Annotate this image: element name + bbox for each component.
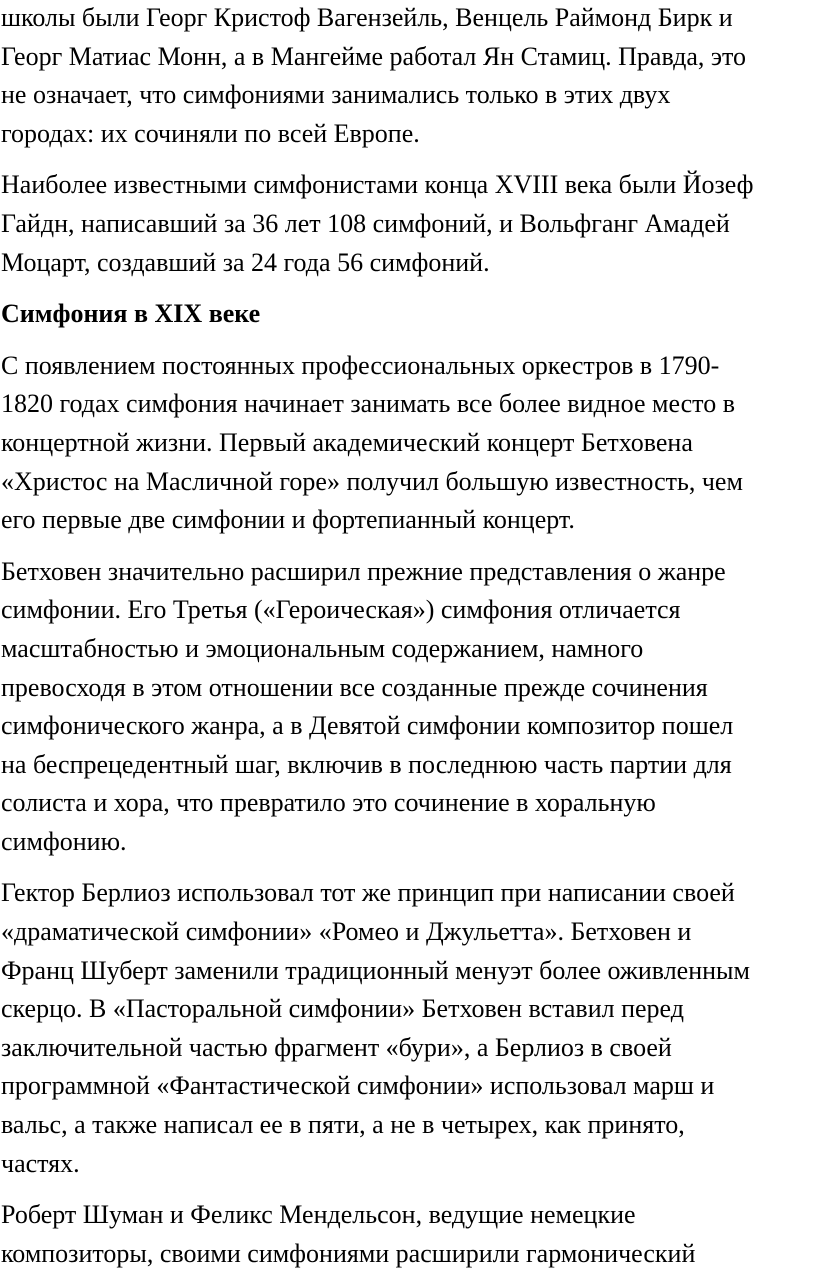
- text-line: симфонию.: [1, 826, 127, 856]
- text-line: солиста и хора, что превратило это сочинение в хоральную: [1, 788, 656, 818]
- text-line: Георг Матиас Монн, а в Мангейме работал Ян Стамиц. Правда, это: [1, 41, 747, 71]
- paragraph-spacer: [1, 540, 806, 553]
- text-line: 1820 годах симфония начинает занимать все более видное место в: [1, 389, 735, 419]
- text-line: вальс, а также написал ее в пяти, а не в четырех, как принято,: [1, 1110, 685, 1140]
- paragraph: [1, 347, 806, 540]
- paragraph: [1, 1196, 806, 1269]
- text-line: симфонического жанра, а в Девятой симфонии композитор пошел: [1, 711, 734, 741]
- text-line: Франц Шуберт заменили традиционный менуэт более оживленным: [1, 955, 750, 985]
- section-heading: Симфония в XIX веке: [1, 299, 261, 329]
- text-line: Гайдн, написавший за 36 лет 108 симфоний, и Вольфганг Амадей: [1, 208, 730, 238]
- paragraph: [1, 166, 806, 282]
- paragraph-spacer: [1, 1183, 806, 1196]
- text-line: превосходя в этом отношении все созданные прежде сочинения: [1, 672, 708, 702]
- text-line: Бетховен значительно расширил прежние представления о жанре: [1, 556, 726, 586]
- text-line: Роберт Шуман и Феликс Мендельсон, ведущие немецкие: [1, 1200, 636, 1230]
- text-line: школы были Георг Кристоф Вагензейль, Венцель Раймонд Бирк и: [1, 3, 733, 32]
- text-line: не означает, что симфониями занимались только в этих двух: [1, 80, 671, 110]
- text-line: «драматической симфонии» «Ромео и Джульетта». Бетховен и: [1, 917, 692, 947]
- text-line: его первые две симфонии и фортепианный концерт.: [1, 505, 575, 535]
- paragraph: [1, 553, 806, 862]
- text-line: симфонии. Его Третья («Героическая») симфония отличается: [1, 595, 681, 625]
- text-line: Гектор Берлиоз использовал тот же принцип при написании своей: [1, 878, 735, 908]
- text-line: С появлением постоянных профессиональных оркестров в 1790-: [1, 350, 720, 380]
- text-line: частях.: [1, 1148, 80, 1178]
- paragraph-spacer: [1, 282, 806, 295]
- text-line: композиторы, своими симфониями расширили гармонический: [1, 1238, 696, 1268]
- text-line: «Христос на Масличной горе» получил большую известность, чем: [1, 466, 743, 496]
- text-line: масштабностью и эмоциональным содержанием, намного: [1, 633, 644, 663]
- paragraph-spacer: [1, 153, 806, 166]
- text-line: скерцо. В «Пасторальной симфонии» Бетховен вставил перед: [1, 994, 684, 1024]
- section-heading-block: [1, 295, 806, 334]
- paragraph-spacer: [1, 861, 806, 874]
- text-line: заключительной частью фрагмент «бури», а Берлиоз в своей: [1, 1032, 672, 1062]
- text-line: концертной жизни. Первый академический концерт Бетховена: [1, 427, 693, 457]
- paragraph: [1, 0, 806, 153]
- text-line: Наиболее известными симфонистами конца XVIII века были Йозеф: [1, 170, 754, 200]
- paragraph: [1, 874, 806, 1183]
- text-line: городах: их сочиняли по всей Европе.: [1, 118, 420, 148]
- text-line: Моцарт, создавший за 24 года 56 симфоний.: [1, 247, 490, 277]
- paragraph-spacer: [1, 334, 806, 347]
- text-line: на беспрецедентный шаг, включив в последнюю часть партии для: [1, 749, 732, 779]
- text-line: программной «Фантастической симфонии» использовал марш и: [1, 1071, 715, 1101]
